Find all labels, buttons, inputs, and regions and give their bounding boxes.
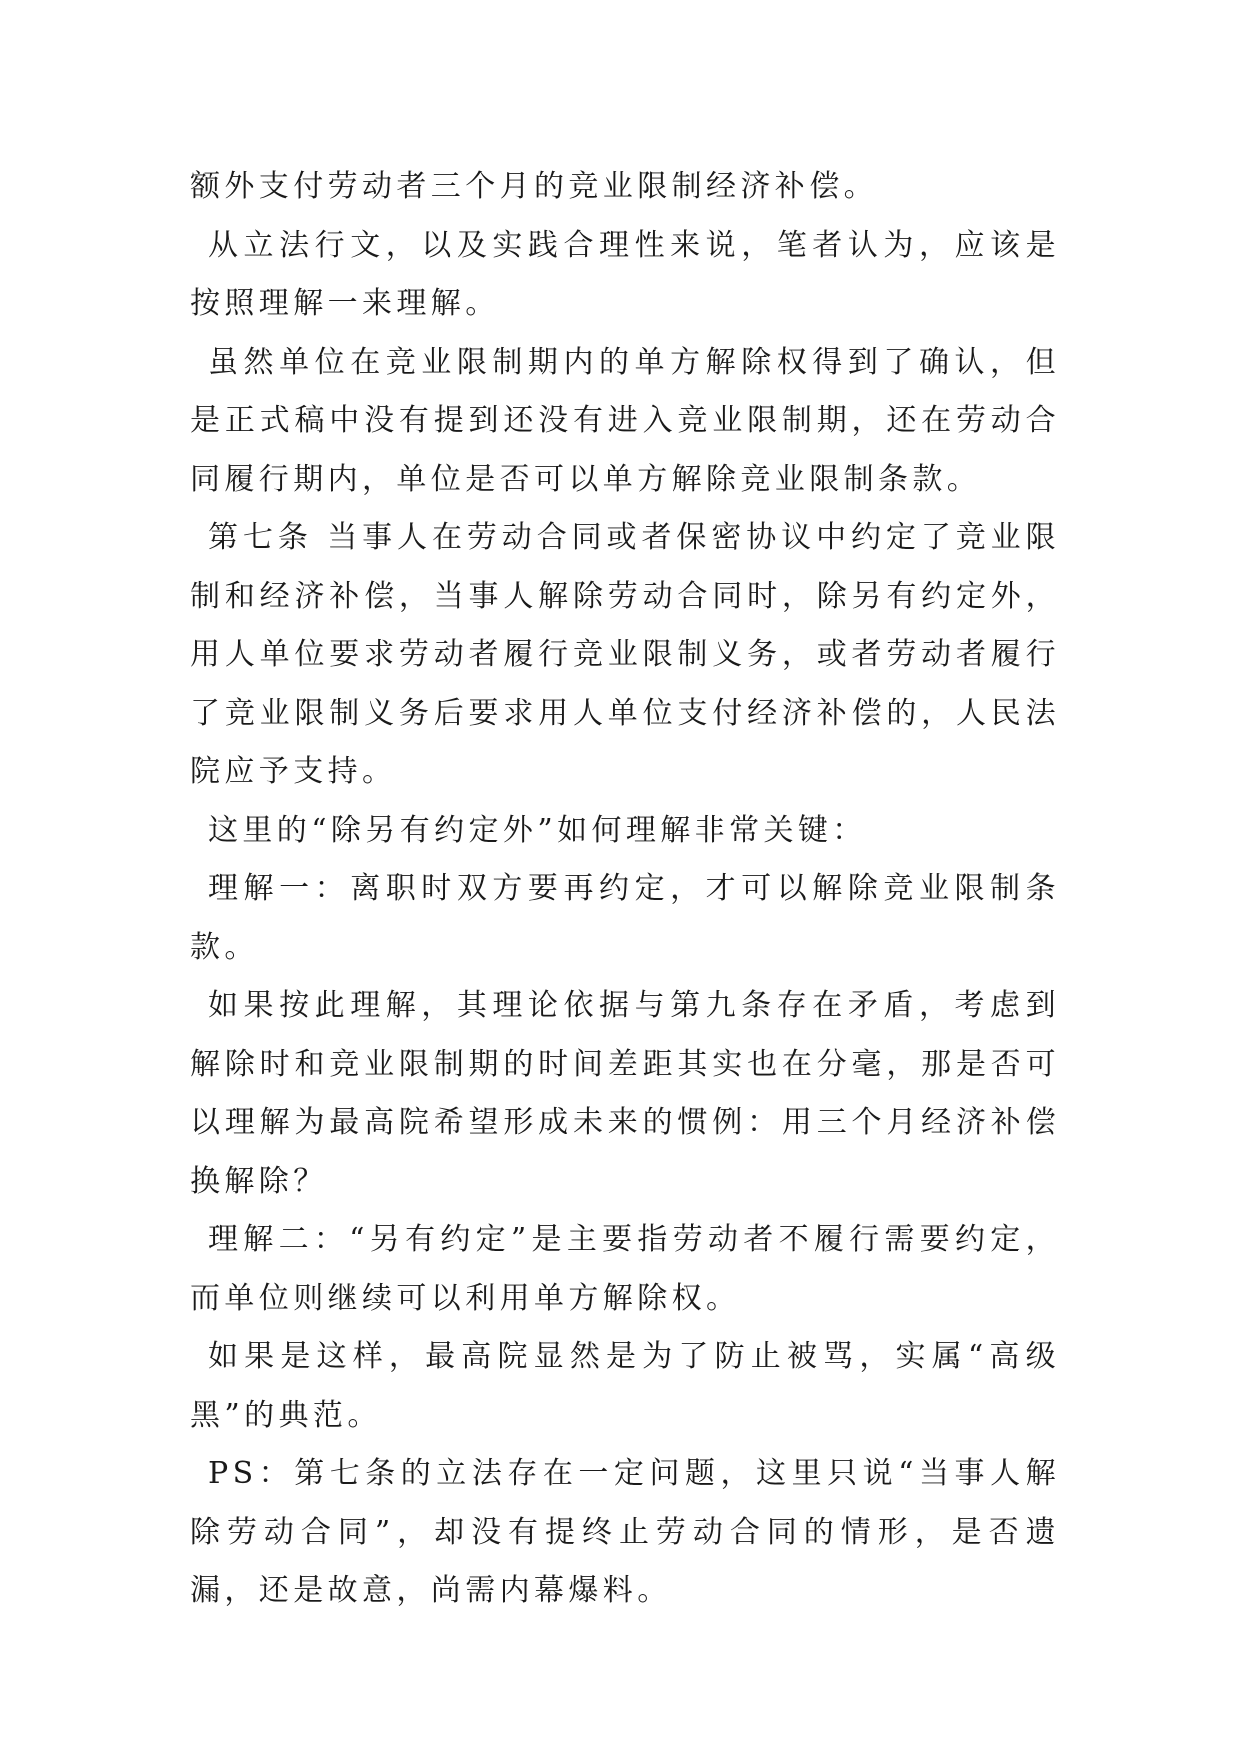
paragraph-3: 虽然单位在竞业限制期内的单方解除权得到了确认，但是正式稿中没有提到还没有进入竞业限制期，还在劳动合同履行期内，单位是否可以单方解除竞业限制条款。 [190, 344, 1060, 497]
paragraph-10: PS：第七条的立法存在一定问题，这里只说“当事人解除劳动合同”，却没有提终止劳动合同的情形，是否遗漏，还是故意，尚需内幕爆料。 [190, 1456, 1060, 1608]
paragraph-9: 如果是这样，最高院显然是为了防止被骂，实属“高级黑”的典范。 [190, 1339, 1060, 1433]
paragraph-6: 理解一：离职时双方要再约定，才可以解除竞业限制条款。 [190, 871, 1060, 965]
paragraph-4: 第七条 当事人在劳动合同或者保密协议中约定了竞业限制和经济补偿，当事人解除劳动合同时，除另有约定外，用人单位要求劳动者履行竞业限制义务，或者劳动者履行了竞业限制义务后要求用人单位支付经济补偿的，人民法院应予支持。 [190, 520, 1060, 789]
document-body [190, 158, 1060, 1621]
paragraph-8: 理解二：“另有约定”是主要指劳动者不履行需要约定，而单位则继续可以利用单方解除权。 [190, 1222, 1060, 1316]
paragraph-2: 从立法行文，以及实践合理性来说，笔者认为，应该是按照理解一来理解。 [190, 227, 1060, 321]
paragraph-1: 额外支付劳动者三个月的竞业限制经济补偿。 [190, 169, 878, 204]
paragraph-7: 如果按此理解，其理论依据与第九条存在矛盾，考虑到解除时和竞业限制期的时间差距其实也在分毫，那是否可以理解为最高院希望形成未来的惯例：用三个月经济补偿换解除？ [190, 988, 1060, 1199]
paragraph-5: 这里的“除另有约定外”如何理解非常关键： [208, 812, 867, 848]
